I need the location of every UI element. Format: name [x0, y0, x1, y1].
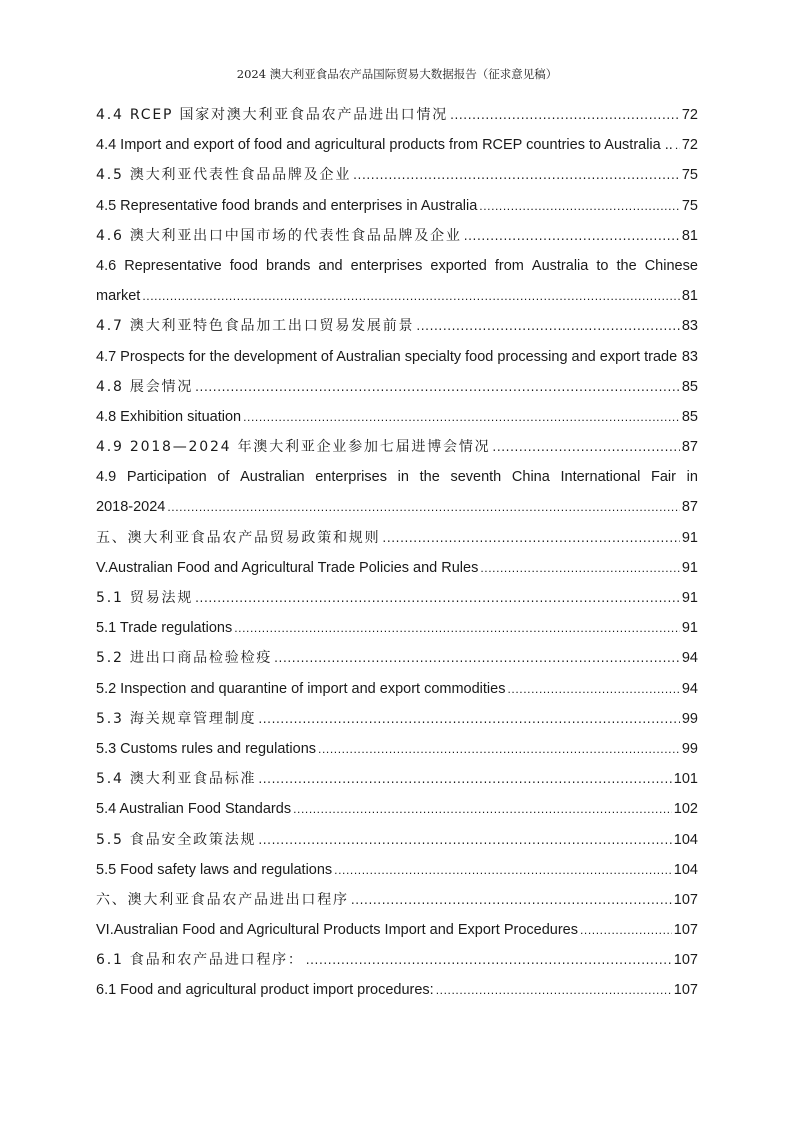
toc-entry-title: 五、澳大利亚食品农产品贸易政策和规则	[96, 529, 381, 546]
toc-entry-page-number: 102	[673, 801, 698, 818]
toc-entry-title: 4.8 Exhibition situation	[96, 408, 242, 425]
toc-entry-title: 2018-2024	[96, 499, 166, 516]
dot-leader	[679, 342, 680, 372]
toc-entry[interactable]	[96, 372, 698, 402]
toc-entry-page-number: 81	[681, 288, 698, 305]
dot-leader	[258, 825, 671, 855]
toc-entry-page-number: 101	[673, 771, 698, 788]
toc-entry-title: 5.3 Customs rules and regulations	[96, 740, 317, 757]
toc-entry[interactable]	[96, 130, 698, 160]
toc-entry[interactable]	[96, 674, 698, 704]
toc-entry[interactable]	[96, 764, 698, 794]
toc-entry[interactable]	[96, 643, 698, 673]
toc-entry-page-number: 99	[681, 740, 698, 757]
toc-entry-page-number: 104	[673, 861, 698, 878]
toc-entry[interactable]	[96, 402, 698, 432]
toc-entry-title: 4.7 Prospects for the development of Australian specialty food processing and export trade	[96, 348, 678, 365]
toc-entry-page-number: 91	[681, 620, 698, 637]
toc-entry-title: 6.1 食品和农产品进口程序：	[96, 952, 304, 969]
toc-entry-page-number: 83	[681, 318, 698, 335]
toc-entry-title: 4.8 展会情况	[96, 378, 194, 395]
toc-entry-title: 6.1 Food and agricultural product import procedures:	[96, 982, 434, 999]
toc-entry-page-number: 83	[681, 348, 698, 365]
dot-leader	[416, 311, 680, 341]
toc-entry[interactable]	[96, 855, 698, 885]
dot-leader	[507, 674, 679, 704]
toc-entry[interactable]	[96, 613, 698, 643]
toc-entry-title-line1: 4.6 Representative food brands and enterprises exported from Australia to the Chinese	[96, 257, 698, 274]
toc-entry[interactable]	[96, 523, 698, 553]
dot-leader	[492, 432, 679, 462]
toc-entry-page-number: 91	[681, 559, 698, 576]
toc-entry-title: 4.5 澳大利亚代表性食品品牌及企业	[96, 167, 352, 184]
toc-entry-page-number: 87	[681, 439, 698, 456]
toc-entry-title: 4.9 2018—2024 年澳大利亚企业参加七届进博会情况	[96, 439, 491, 456]
toc-entry-title: 5.3 海关规章管理制度	[96, 710, 257, 727]
dot-leader	[167, 492, 680, 522]
toc-entry-title: 5.5 食品安全政策法规	[96, 831, 257, 848]
toc-entry-title: 5.1 贸易法规	[96, 590, 194, 606]
dot-leader	[258, 764, 671, 794]
toc-entry-title: 5.1 Trade regulations	[96, 620, 233, 637]
toc-entry[interactable]	[96, 704, 698, 734]
toc-entry-page-number: 99	[681, 710, 698, 727]
toc-entry-title: 5.5 Food safety laws and regulations	[96, 861, 333, 878]
dot-leader	[479, 191, 680, 221]
toc-entry-title: 4.7 澳大利亚特色食品加工出口贸易发展前景	[96, 318, 415, 335]
toc-entry-title: 4.4 RCEP 国家对澳大利亚食品农产品进出口情况	[96, 107, 449, 123]
toc-entry[interactable]	[96, 311, 698, 341]
toc-entry-page-number: 81	[681, 227, 698, 244]
toc-entry[interactable]	[96, 734, 698, 764]
toc-entry-title: 4.6 澳大利亚出口中国市场的代表性食品品牌及企业	[96, 227, 462, 244]
dot-leader	[353, 160, 680, 190]
toc-entry[interactable]	[96, 915, 698, 945]
toc-entry-page-number: 72	[681, 137, 698, 154]
toc-entry-page-number: 107	[673, 982, 698, 999]
dot-leader	[318, 734, 680, 764]
dot-leader	[234, 613, 680, 643]
toc-entry-title: 5.2 进出口商品检验检疫	[96, 650, 273, 667]
toc-entry[interactable]	[96, 553, 698, 583]
toc-entry[interactable]	[96, 432, 698, 462]
toc-entry-page-number: 87	[681, 499, 698, 516]
toc-entry-page-number: 75	[681, 167, 698, 184]
dot-leader	[142, 281, 680, 311]
toc-entry-page-number: 91	[681, 590, 698, 606]
toc-entry-page-number: 107	[673, 922, 698, 939]
toc-entry-page-number: 72	[681, 107, 698, 123]
toc-entry-title: market	[96, 288, 141, 305]
dot-leader	[306, 945, 672, 975]
toc-entry-title: VI.Australian Food and Agricultural Products Import and Export Procedures	[96, 922, 578, 939]
toc-entry-title: 六、澳大利亚食品农产品进出口程序	[96, 891, 349, 908]
dot-leader	[382, 523, 679, 553]
toc-entry[interactable]	[96, 462, 698, 522]
toc-entry[interactable]	[96, 825, 698, 855]
dot-leader	[293, 794, 672, 824]
toc-entry[interactable]	[96, 885, 698, 915]
dot-leader	[258, 704, 680, 734]
dot-leader	[580, 915, 672, 945]
toc-entry-title-line1: 4.9 Participation of Australian enterprises in the seventh China International Fair in	[96, 469, 698, 486]
toc-entry-page-number: 85	[681, 408, 698, 425]
dot-leader	[464, 221, 680, 251]
toc-entry-title: 4.4 Import and export of food and agricultural products from RCEP countries to Australia ..	[96, 137, 673, 154]
toc-entry-title: V.Australian Food and Agricultural Trade Policies and Rules	[96, 559, 479, 576]
toc-entry[interactable]	[96, 794, 698, 824]
toc-entry-page-number: 94	[681, 680, 698, 697]
page-header: 2024 澳大利亚食品农产品国际贸易大数据报告（征求意见稿）	[236, 67, 558, 81]
table-of-contents	[96, 100, 698, 1006]
dot-leader	[450, 100, 680, 130]
dot-leader	[195, 583, 680, 613]
toc-entry[interactable]	[96, 975, 698, 1005]
toc-entry-page-number: 107	[673, 891, 698, 908]
toc-entry-page-number: 91	[681, 529, 698, 546]
toc-entry-title: 5.4 澳大利亚食品标准	[96, 771, 257, 788]
toc-entry-title: 5.4 Australian Food Standards	[96, 801, 292, 818]
dot-leader	[195, 372, 680, 402]
toc-entry[interactable]	[96, 100, 698, 130]
dot-leader	[243, 402, 680, 432]
dot-leader	[351, 885, 672, 915]
toc-entry[interactable]	[96, 191, 698, 221]
toc-entry-title: 5.2 Inspection and quarantine of import and export commodities	[96, 680, 506, 697]
toc-entry-title: 4.5 Representative food brands and enterprises in Australia	[96, 197, 478, 214]
dot-leader	[480, 553, 680, 583]
toc-entry-page-number: 94	[681, 650, 698, 667]
toc-entry-page-number: 104	[673, 831, 698, 848]
toc-entry-page-number: 75	[681, 197, 698, 214]
toc-entry-page-number: 85	[681, 378, 698, 395]
toc-entry[interactable]	[96, 583, 698, 613]
toc-entry-page-number: 107	[673, 952, 698, 969]
dot-leader	[436, 975, 672, 1005]
dot-leader	[274, 643, 680, 673]
toc-entry[interactable]	[96, 160, 698, 190]
toc-entry[interactable]	[96, 221, 698, 251]
toc-entry[interactable]	[96, 945, 698, 975]
dot-leader	[334, 855, 672, 885]
dot-leader	[675, 130, 680, 160]
toc-entry[interactable]	[96, 251, 698, 311]
toc-entry[interactable]	[96, 342, 698, 372]
